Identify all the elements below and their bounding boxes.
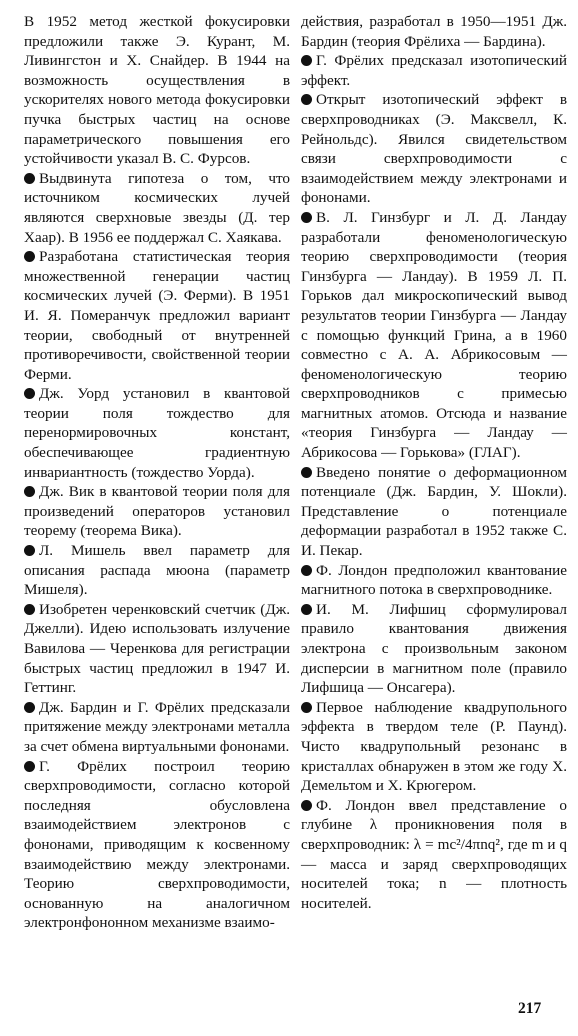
left-column: [24, 12, 290, 933]
paragraph-text: Г. Фрёлих построил теорию сверхпроводимости, согласно которой последняя обусловлена взаимодействием электронов с фононами, приводящим к косвенному взаимодействию между электронами. Теорию сверхпроводимости, основанную на аналогичном электронфононном механизме взаимо-: [24, 757, 290, 932]
paragraph-text: Ф. Лондон предположил квантование магнитного потока в сверхпроводнике.: [301, 561, 567, 599]
bullet-icon: [24, 251, 35, 262]
paragraph-text: Разработана статистическая теория множественной генерации частиц космических лучей (Э. Ферми). В 1951 И. Я. Померанчук предложил вариант теории, свободный от внутренней противоречивости, свойственной теории Ферми.: [24, 248, 290, 383]
bullet-icon: [301, 212, 312, 223]
paragraph: [24, 600, 290, 698]
paragraph-text: Открыт изотопический эффект в сверхпроводниках (Э. Максвелл, К. Рейнольдс). Явился свидетельством связи сверхпроводимости с взаимодействием между электронами и фононами.: [301, 91, 567, 207]
paragraph-text: Дж. Уорд установил в квантовой теории поля тождество для перенормировочных констант, обеспечивающее градиентную инвариантность (тождество Уорда).: [24, 385, 290, 481]
paragraph: [24, 12, 290, 169]
paragraph-text: Ф. Лондон ввел представление о глубине λ проникновения поля в сверхпроводник: λ = mc²/4πnq², где m и q — масса и заряд сверхпроводящих носителей тока; n — плотность носителей.: [301, 796, 567, 912]
paragraph: [301, 90, 567, 208]
bullet-icon: [301, 467, 312, 478]
paragraph-text: Г. Фрёлих предсказал изотопический эффект.: [301, 52, 567, 89]
paragraph: [24, 247, 290, 384]
bullet-icon: [301, 55, 312, 66]
paragraph: [24, 757, 290, 933]
paragraph: [301, 600, 567, 698]
paragraph-text: Дж. Вик в квантовой теории поля для произведений операторов установил теорему (теорема Вика).: [24, 483, 290, 540]
paragraph: [301, 561, 567, 600]
paragraph: [24, 698, 290, 757]
paragraph-text: Дж. Бардин и Г. Фрёлих предсказали притяжение между электронами металла за счет обмена виртуальными фононами.: [24, 698, 290, 755]
paragraph-text: В 1952 метод жесткой фокусировки предложили также Э. Курант, М. Ливингстон и Х. Снайдер. В 1944 на возможность осуществления в ускорителях нового метода фокусировки пучка быстрых частиц на основе параметрического повышения его устойчивости указал В. С. Фурсов.: [24, 13, 290, 168]
paragraph-text: Л. Мишель ввел параметр для описания распада мюона (параметр Мишеля).: [24, 542, 290, 599]
paragraph-text: Выдвинута гипотеза о том, что источником космических лучей являются сверхновые звезды (Д. тер Хаар). В 1956 ее поддержал С. Хаякава.: [24, 169, 290, 246]
paragraph: [24, 384, 290, 482]
paragraph: [301, 208, 567, 463]
paragraph-text: Введено понятие о деформационном потенциале (Дж. Бардин, У. Шокли). Представление о потенциале деформации разработал в 1952 также С. И. Пекар.: [301, 463, 567, 560]
paragraph-text: действия, разработал в 1950—1951 Дж. Бардин (теория Фрёлиха — Бардина).: [301, 13, 567, 50]
bullet-icon: [24, 388, 35, 399]
bullet-icon: [301, 94, 312, 105]
paragraph-text: Первое наблюдение квадрупольного эффекта в твердом теле (Р. Паунд). Чисто квадрупольный резонанс в кристаллах обнаружен в этом же году Х. Демельтом и Х. Крюгером.: [301, 698, 567, 795]
paragraph: [301, 12, 567, 51]
paragraph: [301, 796, 567, 914]
page-number: 217: [518, 1000, 542, 1017]
bullet-icon: [24, 604, 35, 615]
bullet-icon: [24, 702, 35, 713]
paragraph-text: И. М. Лифшиц сформулировал правило квантования движения электрона с произвольным законом дисперсии в магнитном поле (правило Лифшица — Онсагера).: [301, 600, 567, 697]
paragraph: [24, 541, 290, 600]
paragraph: [24, 169, 290, 247]
paragraph: [301, 51, 567, 90]
bullet-icon: [301, 800, 312, 811]
bullet-icon: [301, 604, 312, 615]
right-column: [301, 12, 567, 913]
paragraph: [301, 463, 567, 561]
bullet-icon: [24, 761, 35, 772]
paragraph-text: Изобретен черенковский счетчик (Дж. Джелли). Идею использовать излучение Вавилова — Черенкова для регистрации быстрых частиц предложил в 1947 И. Геттинг.: [24, 600, 290, 697]
bullet-icon: [301, 565, 312, 576]
bullet-icon: [24, 545, 35, 556]
paragraph: [301, 698, 567, 796]
paragraph: [24, 482, 290, 541]
bullet-icon: [24, 486, 35, 497]
paragraph-text: В. Л. Гинзбург и Л. Д. Ландау разработали феноменологическую теорию сверхпроводимости (теория Гинзбурга — Ландау). В 1959 Л. П. Горьков дал микроскопический вывод результатов теории Гинзбурга — Ландау с помощью функций Грина, а в 1960 совместно с А. А. Абрикосовым — феноменологическую теорию сверхпроводников с примесью магнитных атомов. Отсюда и название «теория Гинзбурга — Ландау — Абрикосова — Горькова» (ГЛАГ).: [301, 208, 567, 462]
bullet-icon: [24, 173, 35, 184]
bullet-icon: [301, 702, 312, 713]
